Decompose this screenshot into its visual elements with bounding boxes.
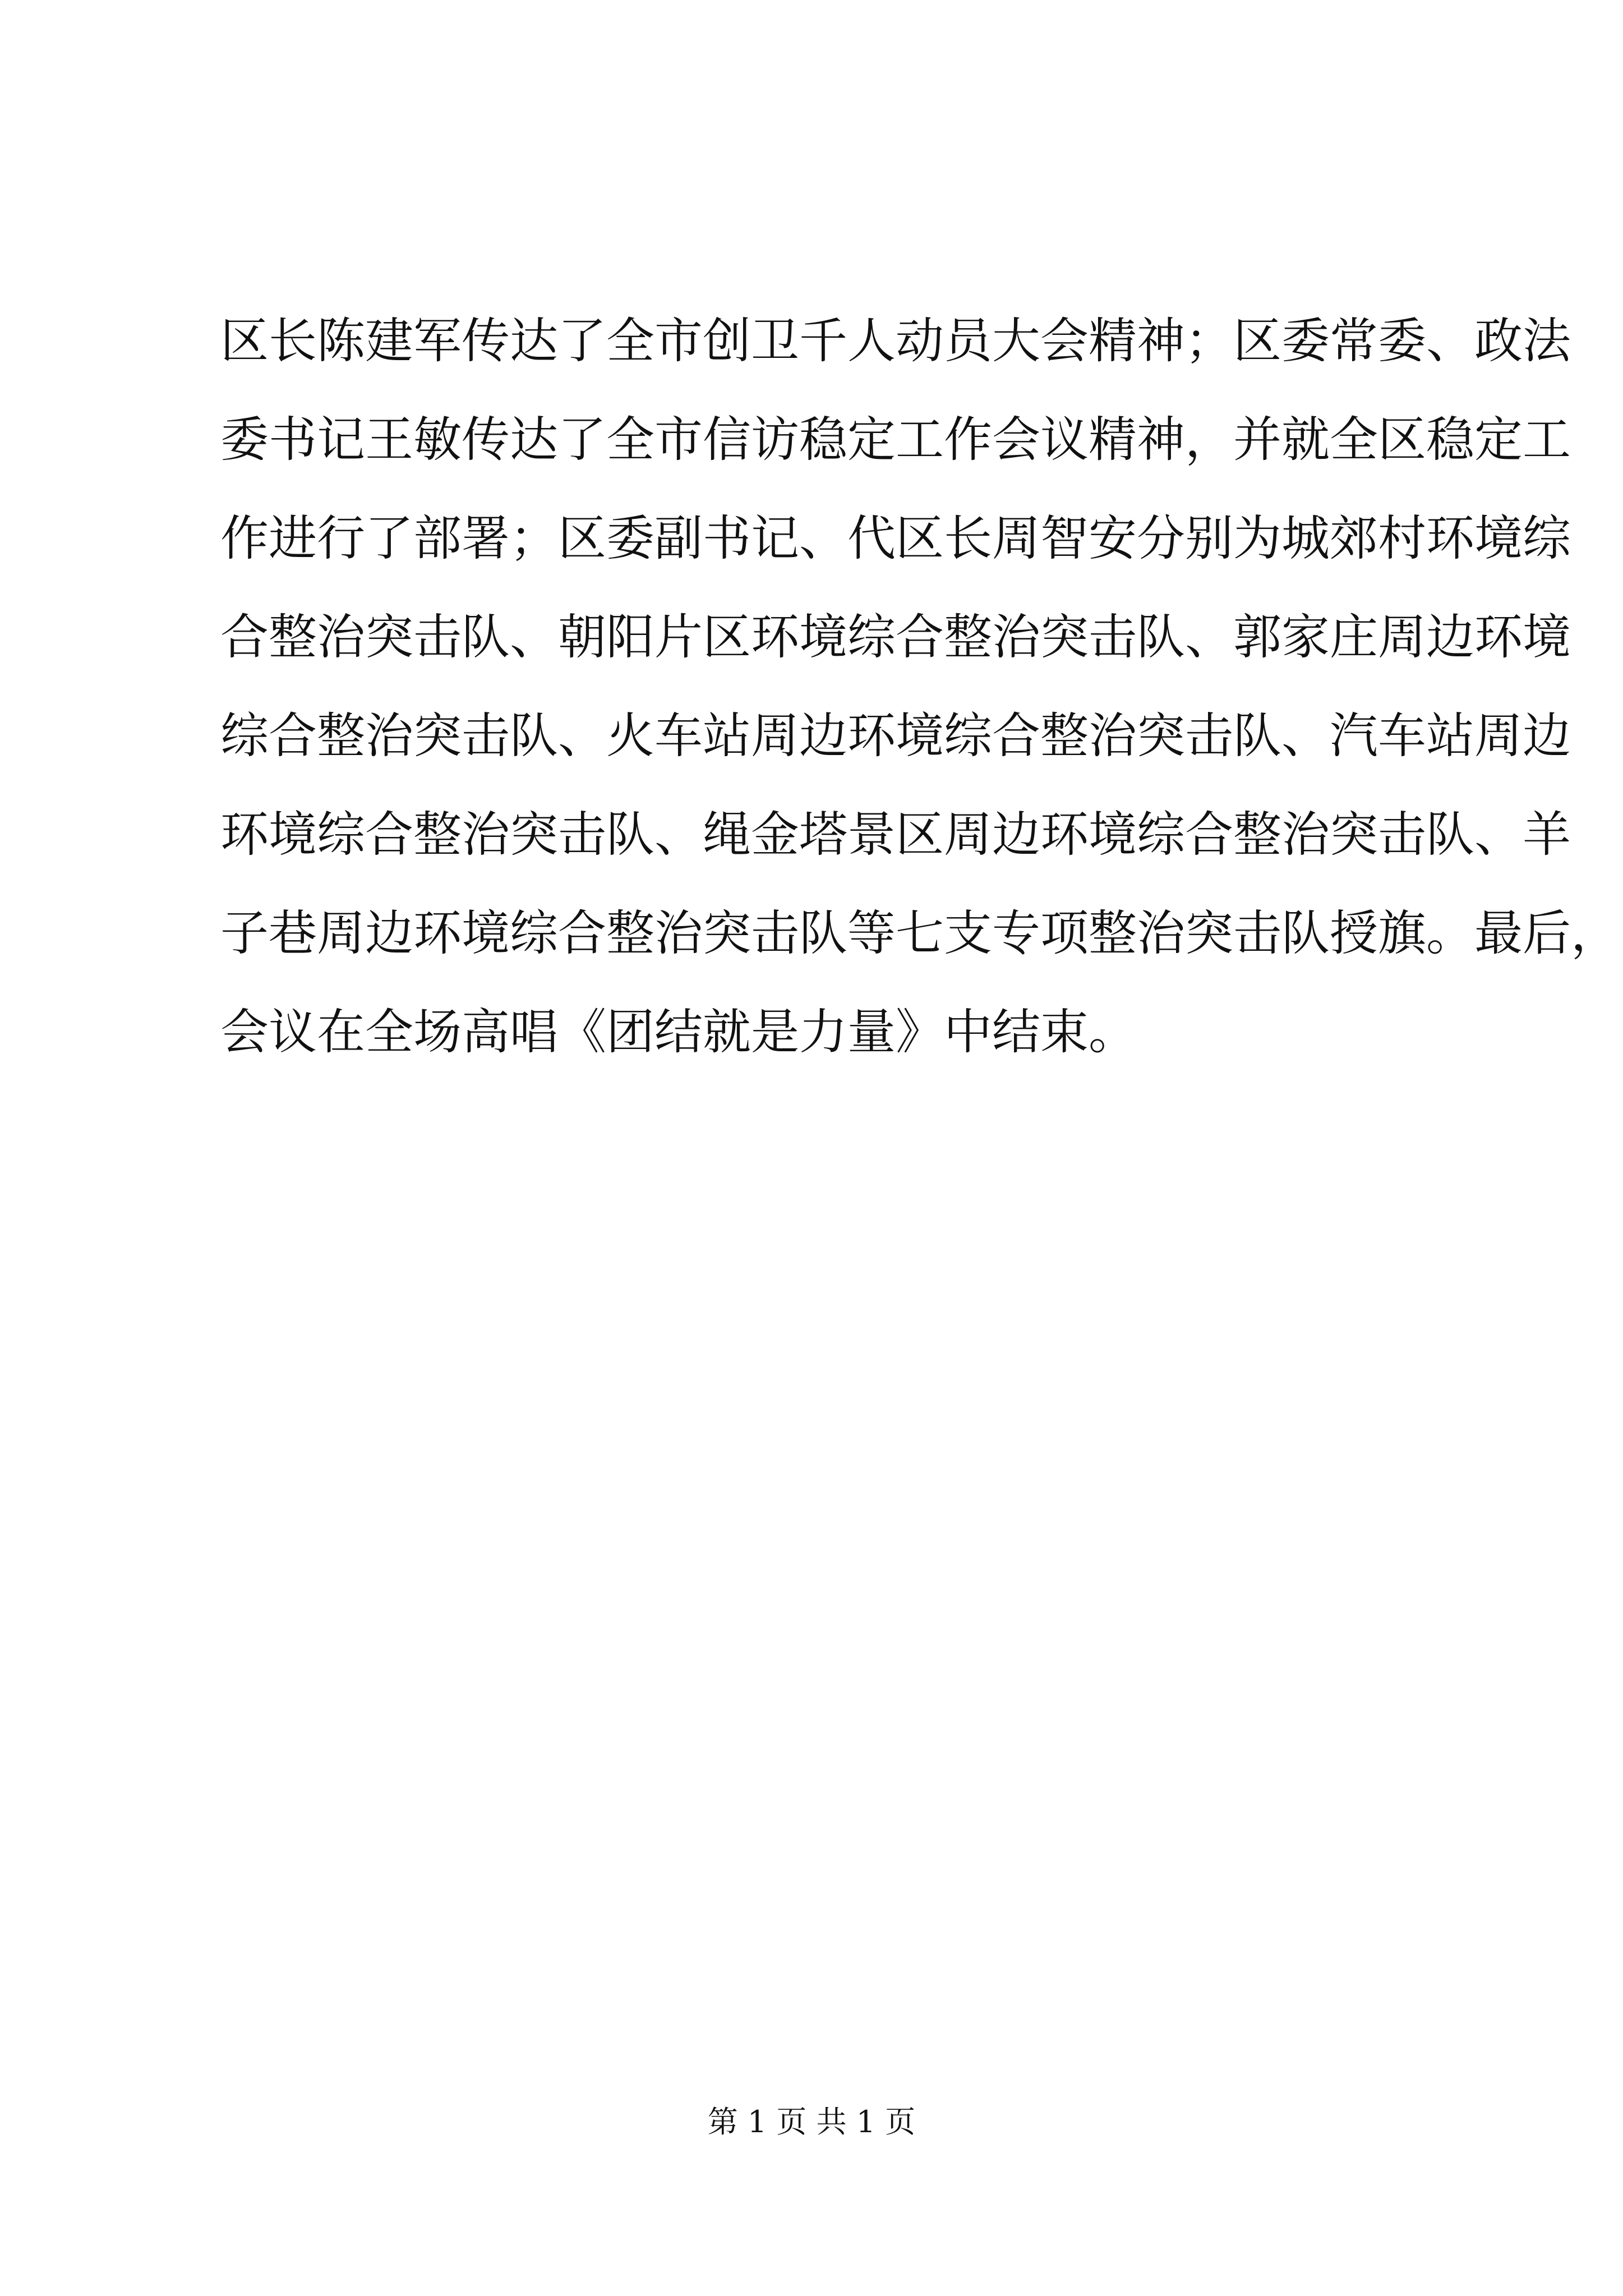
paragraph-line: 区长陈建军传达了全市创卫千人动员大会精神；区委常委、政法 — [220, 313, 1571, 369]
paragraph-line: 作进行了部署；区委副书记、代区长周智安分别为城郊村环境综 — [220, 510, 1571, 567]
paragraph-line: 合整治突击队、朝阳片区环境综合整治突击队、郭家庄周边环境 — [220, 609, 1571, 665]
paragraph-line: 委书记王敏传达了全市信访稳定工作会议精神，并就全区稳定工 — [220, 412, 1571, 468]
body-paragraph — [220, 292, 1619, 1082]
paragraph-line: 综合整治突击队、火车站周边环境综合整治突击队、汽车站周边 — [220, 708, 1571, 764]
paragraph-line: 子巷周边环境综合整治突击队等七支专项整治突击队授旗。最后， — [220, 905, 1619, 961]
paragraph-line: 环境综合整治突击队、绳金塔景区周边环境综合整治突击队、羊 — [220, 807, 1571, 863]
paragraph-line: 会议在全场高唱《团结就是力量》中结束。 — [220, 1004, 1137, 1060]
page-number-footer: 第 1 页 共 1 页 — [707, 2104, 916, 2139]
